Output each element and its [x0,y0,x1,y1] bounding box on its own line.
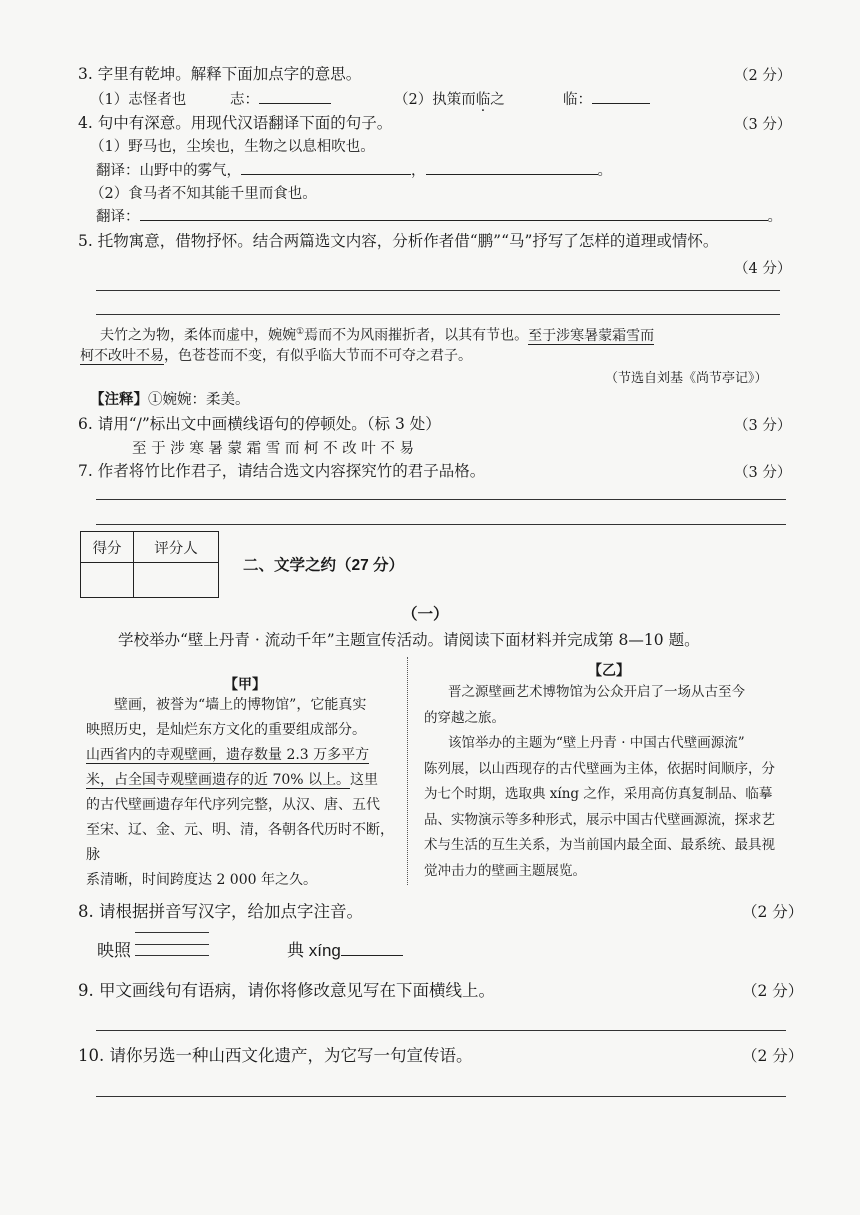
q3-item2-prefix: （2）执策而 [394,92,476,108]
q8-word1-line-mid[interactable] [135,944,209,945]
score-cell[interactable] [81,563,134,598]
yi-text [424,680,794,884]
column-divider [407,657,408,885]
passage-line-2 [80,342,472,370]
yi-line-1: 晋之源壁画艺术博物馆为公众开启了一场从古至今 [448,684,745,700]
q3-item2-answer [563,88,650,109]
q3-item1-answer [230,88,331,109]
q8-word1-line-top [135,932,209,933]
jia-line-6: 至宋、辽、金、元、明、清，各朝各代历时不断，脉 [86,822,394,863]
q3-item2-dotted-char: 临 [475,92,491,108]
section2-title: 二、文学之约（27 分） [243,557,405,574]
yi-line-6: 品、实物演示等多种形式，展示中国古代壁画源流，探求艺 [424,811,775,828]
yi-line-4: 陈列展，以山西现存的古代壁画为主体，依据时间顺序，分 [424,760,775,777]
q4-points: （3 分） [734,117,792,133]
jia-line-4-rest: 这里 [350,772,379,788]
section2-intro: 学校举办“壁上丹青 · 流动千年”主题宣传活动。请阅读下面材料并完成第 8—10 题。 [118,631,700,649]
jia-label: 【甲】 [224,676,266,692]
q4-translation2-blank[interactable] [140,206,768,221]
passage-source: （节选自刘基《尚节亭记》） [605,371,768,386]
q6-title: 6. 请用“/”标出文中画横线语句的停顿处。（标 3 处） [78,415,441,433]
q5-answer-line-1[interactable] [96,290,780,291]
grader-label: 评分人 [134,532,219,563]
q3-item1-blank[interactable] [259,89,331,104]
q8-title: 8. 请根据拼音写汉字，给加点字注音。 [78,902,363,921]
q4-translation1-prefix: 翻译：山野中的雾气， [96,163,241,179]
section2-part: （一） [402,606,449,623]
q10-points: （2 分） [742,1047,804,1065]
yi-line-2: 的穿越之旅。 [424,709,505,726]
note-marker: ① [296,327,305,337]
yi-line-8: 觉冲击力的壁画主题展览。 [424,862,586,879]
jia-line-7: 系清晰，时间跨度达 2 000 年之久。 [86,872,317,888]
q8-word2 [287,936,403,961]
q3-title: 3. 字里有乾坤。解释下面加点字的意思。 [78,65,362,83]
q9-points: （2 分） [742,982,804,1000]
q3-points: （2 分） [734,68,792,84]
yi-line-5: 为七个时期，选取典 xíng 之作，采用高仿真复制品、临摹 [424,786,773,802]
yi-line-3: 该馆举办的主题为“壁上丹青 · 中国古代壁画源流” [448,735,745,751]
passage-text-1a: 夫竹之为物，柔体而虚中，婉婉 [100,327,296,344]
passage-underlined-2: 柯不改叶不易 [80,348,164,364]
q4-translation1-blank-b[interactable] [426,160,598,175]
q8-word1-line-bottom [135,955,209,956]
q9-title: 9. 甲文画线句有语病，请你将修改意见写在下面横线上。 [78,981,495,1000]
note-label: 【注释】 [90,392,148,408]
passage-text-2: ，色苍苍而不变，有似乎临大节而不可夺之君子。 [164,348,472,364]
q5-answer-line-2[interactable] [96,314,780,315]
jia-text [86,693,398,893]
q10-answer-line[interactable] [96,1096,786,1097]
q7-title: 7. 作者将竹比作君子，请结合选文内容探究竹的君子品格。 [78,462,486,480]
q8-word1 [97,936,131,961]
q6-points: （3 分） [734,418,792,434]
q5-title: 5. 托物寓意，借物抒怀。结合两篇选文内容，分析作者借“鹏”“马”抒写了怎样的道理或情怀。 [78,232,719,250]
q3-item2-char: 临： [563,92,592,108]
q10-title: 10. 请你另选一种山西文化遗产，为它写一句宣传语。 [78,1046,473,1065]
q4-translation1-blank-a[interactable] [241,160,411,175]
score-label: 得分 [81,532,134,563]
score-table [80,531,219,598]
q7-points: （3 分） [734,465,792,481]
jia-line-5: 的古代壁画遗存年代序列完整，从汉、唐、五代 [86,797,380,813]
q8-points: （2 分） [742,903,804,921]
yi-label: 【乙】 [588,662,630,678]
q4-sentence1: （1）野马也，尘埃也，生物之以息相吹也。 [90,139,375,155]
q3-item1-char: 志： [230,92,259,108]
q3-item1 [90,88,186,109]
q8-word1-text: 映照 [97,941,131,961]
q3-item2-blank[interactable] [592,89,650,104]
q7-answer-line-1[interactable] [96,499,786,500]
passage-note [90,388,250,409]
q8-word2-text: 典 xíng [287,941,341,960]
q5-points: （4 分） [734,261,792,277]
passage-underlined-1: 至于涉寒暑蒙霜雪而 [528,327,655,344]
jia-line-2: 映照历史，是灿烂东方文化的重要组成部分。 [86,722,366,738]
q4-title: 4. 句中有深意。用现代汉语翻译下面的句子。 [78,114,393,132]
passage-text-1b: 焉而不为风雨摧折者，以其有节也。 [304,327,529,344]
q3-item1-prefix: （1）志怪者也 [90,92,187,108]
q4-sentence2: （2）食马者不知其能千里而食也。 [90,186,317,202]
q4-translation1: 翻译：山野中的雾气， ， 。 [96,159,612,180]
q3-item2-suffix: 之 [490,92,505,108]
q6-sentence: 至 于 涉 寒 暑 蒙 霜 雪 而 柯 不 改 叶 不 易 [132,441,415,457]
q8-word2-blank[interactable] [341,939,403,956]
note-text: ①婉婉：柔美。 [148,392,250,408]
q7-answer-line-2[interactable] [96,524,786,525]
q4-translation2-prefix: 翻译： [96,209,140,225]
q9-answer-line[interactable] [96,1030,786,1031]
jia-line-1: 壁画，被誉为“墙上的博物馆”，它能真实 [114,697,367,713]
jia-line-4-underlined: 米，占全国寺观壁画遗存的近 70% 以上。 [86,772,351,788]
grader-cell[interactable] [134,563,219,598]
jia-line-3-underlined: 山西省内的寺观壁画，遗存数量 2.3 万多平方 [86,747,370,763]
q3-item2 [394,88,505,109]
yi-line-7: 术与生活的互生关系，为当前国内最全面、最系统、最具视 [424,837,775,853]
q4-translation2: 翻译： 。 [96,205,782,226]
